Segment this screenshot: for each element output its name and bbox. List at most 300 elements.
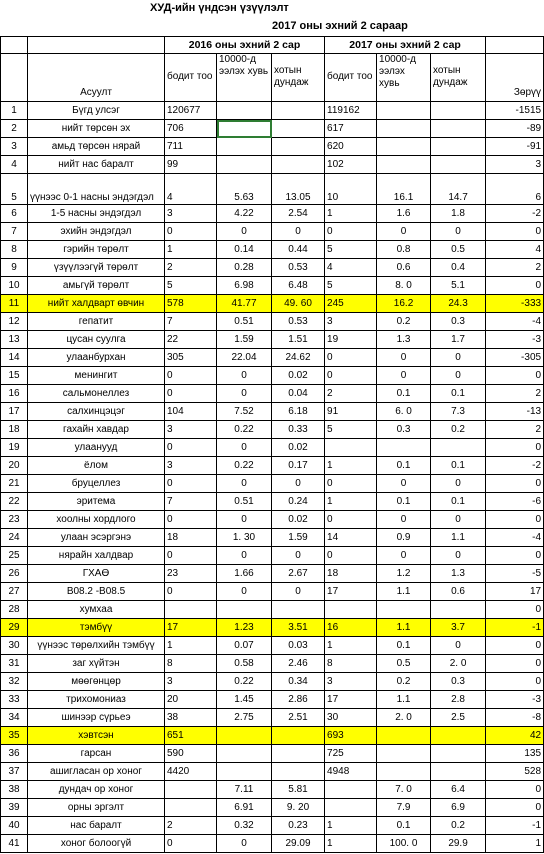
row-label[interactable]: гахайн хавдар	[28, 421, 165, 439]
cell-per10000-2017[interactable]: 1.1	[377, 691, 431, 709]
cell-bodit-2017[interactable]: 17	[325, 583, 377, 601]
row-label[interactable]: хоолны хордлого	[28, 511, 165, 529]
row-number[interactable]: 35	[1, 727, 28, 745]
cell-bodit-2017[interactable]: 4948	[325, 763, 377, 781]
cell-per10000-2016[interactable]: 7.11	[217, 781, 272, 799]
cell-khotyn-2017[interactable]: 0	[431, 223, 486, 241]
cell-khotyn-2017[interactable]: 2.5	[431, 709, 486, 727]
cell-bodit-2016[interactable]: 20	[165, 691, 217, 709]
cell-per10000-2017[interactable]	[377, 156, 431, 174]
cell-khotyn-2017[interactable]: 0	[431, 367, 486, 385]
row-number[interactable]: 7	[1, 223, 28, 241]
row-number[interactable]: 12	[1, 313, 28, 331]
cell-bodit-2016[interactable]: 2	[165, 817, 217, 835]
cell-bodit-2017[interactable]: 725	[325, 745, 377, 763]
row-label[interactable]: дундач ор хоног	[28, 781, 165, 799]
cell-bodit-2016[interactable]: 104	[165, 403, 217, 421]
cell-khotyn-2017[interactable]: 0.1	[431, 457, 486, 475]
cell-bodit-2016[interactable]: 578	[165, 295, 217, 313]
cell-zoruu[interactable]: -1	[486, 619, 544, 637]
cell-per10000-2016[interactable]: 0.51	[217, 313, 272, 331]
cell-per10000-2016[interactable]: 0	[217, 475, 272, 493]
cell-bodit-2016[interactable]: 5	[165, 277, 217, 295]
cell-zoruu[interactable]: -8	[486, 709, 544, 727]
cell-zoruu[interactable]: 42	[486, 727, 544, 745]
cell-bodit-2016[interactable]: 0	[165, 367, 217, 385]
cell-khotyn-2017[interactable]: 0.2	[431, 421, 486, 439]
row-number[interactable]: 6	[1, 205, 28, 223]
cell-per10000-2017[interactable]: 2. 0	[377, 709, 431, 727]
cell-bodit-2016[interactable]: 99	[165, 156, 217, 174]
cell[interactable]	[1, 37, 28, 54]
cell-zoruu[interactable]: -6	[486, 493, 544, 511]
cell-bodit-2017[interactable]: 0	[325, 223, 377, 241]
cell-zoruu[interactable]: -333	[486, 295, 544, 313]
row-number[interactable]: 22	[1, 493, 28, 511]
cell-zoruu[interactable]: -3	[486, 691, 544, 709]
cell-khotyn-2016[interactable]	[272, 763, 325, 781]
row-number[interactable]: 28	[1, 601, 28, 619]
cell-khotyn-2016[interactable]: 0.53	[272, 259, 325, 277]
cell-zoruu[interactable]: 1	[486, 835, 544, 853]
cell-khotyn-2016[interactable]: 5.81	[272, 781, 325, 799]
header-bodit-2017[interactable]: бодит тоо	[325, 54, 377, 102]
cell-bodit-2016[interactable]: 4420	[165, 763, 217, 781]
row-number[interactable]: 9	[1, 259, 28, 277]
row-number[interactable]: 27	[1, 583, 28, 601]
row-label[interactable]: трихомониаз	[28, 691, 165, 709]
cell-bodit-2016[interactable]: 1	[165, 241, 217, 259]
cell-per10000-2017[interactable]: 0.1	[377, 493, 431, 511]
cell-per10000-2016[interactable]: 0	[217, 439, 272, 457]
cell-bodit-2016[interactable]: 4	[165, 174, 217, 205]
cell-per10000-2017[interactable]	[377, 138, 431, 156]
header-khotyn-2016[interactable]: хотын дундаж	[272, 54, 325, 102]
row-label[interactable]: хоног болоогүй	[28, 835, 165, 853]
header-group-2017[interactable]: 2017 оны эхний 2 сар	[325, 37, 486, 54]
cell-khotyn-2016[interactable]: 0.44	[272, 241, 325, 259]
cell-per10000-2016[interactable]	[217, 727, 272, 745]
cell-bodit-2017[interactable]: 4	[325, 259, 377, 277]
cell-per10000-2017[interactable]: 0.2	[377, 673, 431, 691]
cell-bodit-2016[interactable]: 0	[165, 223, 217, 241]
cell-bodit-2017[interactable]: 0	[325, 511, 377, 529]
cell-per10000-2016[interactable]: 1.45	[217, 691, 272, 709]
cell-zoruu[interactable]: 2	[486, 259, 544, 277]
cell-per10000-2016[interactable]: 6.91	[217, 799, 272, 817]
cell-khotyn-2016[interactable]: 13.05	[272, 174, 325, 205]
row-number[interactable]: 13	[1, 331, 28, 349]
cell-per10000-2016[interactable]	[217, 120, 272, 138]
cell-bodit-2016[interactable]: 1	[165, 637, 217, 655]
cell-khotyn-2016[interactable]: 0.33	[272, 421, 325, 439]
cell-khotyn-2016[interactable]: 1.51	[272, 331, 325, 349]
cell-bodit-2017[interactable]: 1	[325, 457, 377, 475]
cell-per10000-2017[interactable]	[377, 727, 431, 745]
cell-khotyn-2017[interactable]: 5.1	[431, 277, 486, 295]
cell-bodit-2016[interactable]: 3	[165, 457, 217, 475]
cell-zoruu[interactable]: 17	[486, 583, 544, 601]
cell-bodit-2017[interactable]: 693	[325, 727, 377, 745]
cell-zoruu[interactable]: -4	[486, 313, 544, 331]
cell-per10000-2017[interactable]	[377, 763, 431, 781]
cell-per10000-2017[interactable]: 0.1	[377, 817, 431, 835]
cell-khotyn-2016[interactable]: 49. 60	[272, 295, 325, 313]
cell-per10000-2017[interactable]	[377, 601, 431, 619]
cell-khotyn-2016[interactable]	[272, 120, 325, 138]
cell-bodit-2017[interactable]: 0	[325, 475, 377, 493]
cell-khotyn-2016[interactable]: 9. 20	[272, 799, 325, 817]
cell-zoruu[interactable]: 0	[486, 475, 544, 493]
cell-per10000-2016[interactable]: 0	[217, 367, 272, 385]
row-label[interactable]: ашигласан ор хоног	[28, 763, 165, 781]
cell-bodit-2016[interactable]: 0	[165, 439, 217, 457]
cell-bodit-2016[interactable]: 706	[165, 120, 217, 138]
cell-khotyn-2017[interactable]: 0	[431, 475, 486, 493]
cell-per10000-2017[interactable]: 0.1	[377, 385, 431, 403]
cell-bodit-2017[interactable]	[325, 439, 377, 457]
row-number[interactable]: 39	[1, 799, 28, 817]
cell-per10000-2016[interactable]: 0.28	[217, 259, 272, 277]
cell-khotyn-2017[interactable]: 2.8	[431, 691, 486, 709]
cell-khotyn-2017[interactable]: 1.7	[431, 331, 486, 349]
header-per10000-2017[interactable]: 10000-д ээлэх хувь	[377, 54, 431, 102]
cell-bodit-2016[interactable]: 0	[165, 835, 217, 853]
cell-per10000-2017[interactable]: 0	[377, 547, 431, 565]
row-number[interactable]: 40	[1, 817, 28, 835]
cell-bodit-2017[interactable]: 91	[325, 403, 377, 421]
header-zoruu[interactable]: Зөрүү	[486, 54, 544, 102]
cell-per10000-2016[interactable]: 0	[217, 223, 272, 241]
cell-khotyn-2016[interactable]: 0.24	[272, 493, 325, 511]
row-number[interactable]: 33	[1, 691, 28, 709]
cell-zoruu[interactable]: 0	[486, 799, 544, 817]
row-number[interactable]: 36	[1, 745, 28, 763]
row-label[interactable]: амьд төрсөн нярай	[28, 138, 165, 156]
cell-khotyn-2016[interactable]: 29.09	[272, 835, 325, 853]
cell-khotyn-2017[interactable]: 0	[431, 547, 486, 565]
row-number[interactable]: 24	[1, 529, 28, 547]
cell-per10000-2016[interactable]: 1. 30	[217, 529, 272, 547]
cell-per10000-2017[interactable]: 1.2	[377, 565, 431, 583]
cell-bodit-2017[interactable]: 19	[325, 331, 377, 349]
cell-per10000-2017[interactable]: 0	[377, 349, 431, 367]
row-number[interactable]: 25	[1, 547, 28, 565]
cell-per10000-2016[interactable]: 0	[217, 385, 272, 403]
cell-bodit-2017[interactable]: 0	[325, 547, 377, 565]
cell-bodit-2017[interactable]: 18	[325, 565, 377, 583]
cell-per10000-2016[interactable]: 4.22	[217, 205, 272, 223]
cell-bodit-2017[interactable]: 617	[325, 120, 377, 138]
cell-zoruu[interactable]: 2	[486, 385, 544, 403]
cell-khotyn-2016[interactable]: 0.02	[272, 367, 325, 385]
cell-per10000-2016[interactable]	[217, 138, 272, 156]
cell-bodit-2016[interactable]: 7	[165, 313, 217, 331]
cell-bodit-2017[interactable]: 3	[325, 313, 377, 331]
row-number[interactable]: 14	[1, 349, 28, 367]
cell-khotyn-2017[interactable]: 0.6	[431, 583, 486, 601]
cell-bodit-2017[interactable]: 3	[325, 673, 377, 691]
cell-zoruu[interactable]: -1515	[486, 102, 544, 120]
cell-per10000-2016[interactable]: 0	[217, 511, 272, 529]
cell-khotyn-2016[interactable]: 6.48	[272, 277, 325, 295]
cell-bodit-2017[interactable]	[325, 781, 377, 799]
cell-khotyn-2017[interactable]: 2. 0	[431, 655, 486, 673]
cell-per10000-2017[interactable]: 0.9	[377, 529, 431, 547]
cell-per10000-2016[interactable]: 0.07	[217, 637, 272, 655]
cell-khotyn-2017[interactable]: 0.3	[431, 313, 486, 331]
cell-bodit-2017[interactable]: 620	[325, 138, 377, 156]
cell-bodit-2017[interactable]: 1	[325, 493, 377, 511]
cell-bodit-2017[interactable]: 5	[325, 241, 377, 259]
cell-per10000-2017[interactable]: 0.1	[377, 457, 431, 475]
cell-per10000-2016[interactable]: 1.59	[217, 331, 272, 349]
cell-khotyn-2017[interactable]	[431, 745, 486, 763]
cell-zoruu[interactable]: 0	[486, 637, 544, 655]
cell-khotyn-2016[interactable]: 0.53	[272, 313, 325, 331]
cell-per10000-2016[interactable]: 41.77	[217, 295, 272, 313]
cell-per10000-2017[interactable]: 1.3	[377, 331, 431, 349]
row-label[interactable]: нийт төрсөн эх	[28, 120, 165, 138]
row-label[interactable]: ёлом	[28, 457, 165, 475]
cell-khotyn-2017[interactable]: 6.9	[431, 799, 486, 817]
cell-per10000-2017[interactable]: 0	[377, 511, 431, 529]
cell-khotyn-2017[interactable]	[431, 138, 486, 156]
cell-bodit-2016[interactable]: 17	[165, 619, 217, 637]
row-number[interactable]: 4	[1, 156, 28, 174]
cell-bodit-2017[interactable]: 1	[325, 637, 377, 655]
row-label[interactable]: нийт халдварт өвчин	[28, 295, 165, 313]
cell-khotyn-2017[interactable]: 6.4	[431, 781, 486, 799]
header-khotyn-2017[interactable]: хотын дундаж	[431, 54, 486, 102]
cell-zoruu[interactable]: -2	[486, 205, 544, 223]
row-number[interactable]: 5	[1, 174, 28, 205]
row-number[interactable]: 18	[1, 421, 28, 439]
cell-bodit-2016[interactable]: 7	[165, 493, 217, 511]
row-label[interactable]: эритема	[28, 493, 165, 511]
row-number[interactable]: 15	[1, 367, 28, 385]
cell-khotyn-2016[interactable]: 0	[272, 223, 325, 241]
cell-bodit-2016[interactable]: 0	[165, 385, 217, 403]
row-label[interactable]: сальмонеллез	[28, 385, 165, 403]
cell-khotyn-2017[interactable]: 7.3	[431, 403, 486, 421]
cell-zoruu[interactable]: -2	[486, 457, 544, 475]
header-bodit-2016[interactable]: бодит тоо	[165, 54, 217, 102]
row-label[interactable]: үүнээс төрөлхийн тэмбүү	[28, 637, 165, 655]
row-label[interactable]: хумхаа	[28, 601, 165, 619]
cell-zoruu[interactable]: 0	[486, 277, 544, 295]
cell-bodit-2016[interactable]	[165, 781, 217, 799]
row-label[interactable]: цусан суулга	[28, 331, 165, 349]
cell-zoruu[interactable]: 0	[486, 367, 544, 385]
cell-khotyn-2017[interactable]: 14.7	[431, 174, 486, 205]
cell-khotyn-2017[interactable]: 0	[431, 349, 486, 367]
cell-per10000-2017[interactable]: 0.8	[377, 241, 431, 259]
cell-khotyn-2016[interactable]	[272, 601, 325, 619]
cell-bodit-2017[interactable]	[325, 799, 377, 817]
cell-bodit-2016[interactable]: 0	[165, 475, 217, 493]
cell-khotyn-2017[interactable]: 29.9	[431, 835, 486, 853]
cell-per10000-2017[interactable]: 0.5	[377, 655, 431, 673]
cell-khotyn-2016[interactable]: 0.23	[272, 817, 325, 835]
row-number[interactable]: 3	[1, 138, 28, 156]
row-number[interactable]: 37	[1, 763, 28, 781]
cell-khotyn-2016[interactable]: 0.03	[272, 637, 325, 655]
cell-per10000-2017[interactable]: 6. 0	[377, 403, 431, 421]
cell-bodit-2016[interactable]: 38	[165, 709, 217, 727]
cell-zoruu[interactable]: 0	[486, 223, 544, 241]
row-label[interactable]: В08.2 -В08.5	[28, 583, 165, 601]
row-label[interactable]: Бүгд улсэг	[28, 102, 165, 120]
row-label[interactable]: ГХАӨ	[28, 565, 165, 583]
cell-khotyn-2016[interactable]	[272, 727, 325, 745]
cell-bodit-2016[interactable]: 23	[165, 565, 217, 583]
cell-khotyn-2017[interactable]: 0.3	[431, 673, 486, 691]
cell-khotyn-2016[interactable]: 0	[272, 475, 325, 493]
cell-bodit-2017[interactable]: 102	[325, 156, 377, 174]
cell-khotyn-2017[interactable]	[431, 763, 486, 781]
cell-per10000-2017[interactable]: 1.1	[377, 619, 431, 637]
row-label[interactable]: амьгүй төрөлт	[28, 277, 165, 295]
cell-bodit-2016[interactable]: 8	[165, 655, 217, 673]
row-number[interactable]: 21	[1, 475, 28, 493]
cell-bodit-2017[interactable]: 1	[325, 835, 377, 853]
row-number[interactable]: 34	[1, 709, 28, 727]
cell-zoruu[interactable]: 0	[486, 547, 544, 565]
cell-khotyn-2016[interactable]	[272, 156, 325, 174]
cell-zoruu[interactable]: -4	[486, 529, 544, 547]
cell-per10000-2017[interactable]: 0.3	[377, 421, 431, 439]
cell-khotyn-2016[interactable]: 3.51	[272, 619, 325, 637]
cell-bodit-2017[interactable]: 30	[325, 709, 377, 727]
row-number[interactable]: 17	[1, 403, 28, 421]
cell-per10000-2016[interactable]: 0	[217, 583, 272, 601]
cell-khotyn-2016[interactable]: 0.17	[272, 457, 325, 475]
cell-bodit-2016[interactable]: 0	[165, 583, 217, 601]
cell-bodit-2016[interactable]: 0	[165, 547, 217, 565]
row-label[interactable]: нас баралт	[28, 817, 165, 835]
cell-khotyn-2016[interactable]: 0.04	[272, 385, 325, 403]
cell-per10000-2016[interactable]	[217, 156, 272, 174]
cell-per10000-2016[interactable]: 0.14	[217, 241, 272, 259]
cell-per10000-2016[interactable]: 5.63	[217, 174, 272, 205]
row-label[interactable]: улаан эсэргэнэ	[28, 529, 165, 547]
row-label[interactable]: орны эргэлт	[28, 799, 165, 817]
row-label[interactable]: үзүүлээгүй төрөлт	[28, 259, 165, 277]
cell-bodit-2017[interactable]: 0	[325, 367, 377, 385]
row-label[interactable]: салхинцэцэг	[28, 403, 165, 421]
cell-zoruu[interactable]: 3	[486, 156, 544, 174]
cell-per10000-2016[interactable]: 0	[217, 547, 272, 565]
row-label[interactable]: үүнээс 0-1 насны эндэгдэл	[28, 174, 165, 205]
cell-khotyn-2016[interactable]: 0.34	[272, 673, 325, 691]
row-label[interactable]: нярайн халдвар	[28, 547, 165, 565]
cell-khotyn-2017[interactable]: 0.1	[431, 385, 486, 403]
cell-zoruu[interactable]: 2	[486, 421, 544, 439]
cell-per10000-2016[interactable]: 0.22	[217, 673, 272, 691]
cell-bodit-2016[interactable]: 0	[165, 511, 217, 529]
cell-bodit-2016[interactable]: 2	[165, 259, 217, 277]
cell-bodit-2016[interactable]: 711	[165, 138, 217, 156]
cell-khotyn-2017[interactable]: 0	[431, 511, 486, 529]
row-label[interactable]: мөөгөнцөр	[28, 673, 165, 691]
cell-per10000-2016[interactable]: 0.58	[217, 655, 272, 673]
cell-bodit-2017[interactable]: 0	[325, 349, 377, 367]
cell-per10000-2017[interactable]: 0.6	[377, 259, 431, 277]
cell-per10000-2017[interactable]	[377, 120, 431, 138]
row-number[interactable]: 31	[1, 655, 28, 673]
row-label[interactable]: улаанууд	[28, 439, 165, 457]
header-per10000-2016[interactable]: 10000-д ээлэх хувь	[217, 54, 272, 102]
cell-zoruu[interactable]: 0	[486, 673, 544, 691]
cell-zoruu[interactable]: 6	[486, 174, 544, 205]
cell-bodit-2017[interactable]: 245	[325, 295, 377, 313]
cell-khotyn-2017[interactable]	[431, 102, 486, 120]
cell-per10000-2016[interactable]	[217, 102, 272, 120]
cell-khotyn-2016[interactable]: 0	[272, 547, 325, 565]
cell-zoruu[interactable]: -5	[486, 565, 544, 583]
header-group-2016[interactable]: 2016 оны эхний 2 сар	[165, 37, 325, 54]
row-number[interactable]: 2	[1, 120, 28, 138]
cell-per10000-2017[interactable]: 16.1	[377, 174, 431, 205]
cell-zoruu[interactable]: 4	[486, 241, 544, 259]
row-label[interactable]: шинээр сүрьеэ	[28, 709, 165, 727]
cell-per10000-2016[interactable]	[217, 745, 272, 763]
row-label[interactable]: 1-5 насны эндэгдэл	[28, 205, 165, 223]
cell-zoruu[interactable]: 0	[486, 601, 544, 619]
cell-per10000-2016[interactable]: 0.22	[217, 457, 272, 475]
row-label[interactable]: бруцеллез	[28, 475, 165, 493]
cell-per10000-2017[interactable]: 7. 0	[377, 781, 431, 799]
cell-bodit-2017[interactable]: 1	[325, 817, 377, 835]
cell-khotyn-2016[interactable]: 1.59	[272, 529, 325, 547]
row-number[interactable]: 29	[1, 619, 28, 637]
cell-khotyn-2017[interactable]	[431, 439, 486, 457]
cell-khotyn-2017[interactable]: 0.1	[431, 493, 486, 511]
row-number[interactable]: 8	[1, 241, 28, 259]
cell-bodit-2016[interactable]: 3	[165, 205, 217, 223]
cell-bodit-2017[interactable]: 1	[325, 205, 377, 223]
cell-zoruu[interactable]: 0	[486, 511, 544, 529]
row-number[interactable]: 19	[1, 439, 28, 457]
row-number[interactable]: 32	[1, 673, 28, 691]
row-label[interactable]: менингит	[28, 367, 165, 385]
cell-per10000-2017[interactable]: 1.6	[377, 205, 431, 223]
cell-khotyn-2016[interactable]: 6.18	[272, 403, 325, 421]
cell-khotyn-2016[interactable]: 0.02	[272, 511, 325, 529]
cell-khotyn-2017[interactable]	[431, 601, 486, 619]
cell-khotyn-2016[interactable]: 2.51	[272, 709, 325, 727]
cell-bodit-2016[interactable]: 18	[165, 529, 217, 547]
cell-khotyn-2016[interactable]: 2.86	[272, 691, 325, 709]
cell-per10000-2016[interactable]: 0.32	[217, 817, 272, 835]
cell-per10000-2016[interactable]: 0.22	[217, 421, 272, 439]
cell-bodit-2016[interactable]	[165, 799, 217, 817]
row-label[interactable]: гарсан	[28, 745, 165, 763]
cell-per10000-2016[interactable]	[217, 601, 272, 619]
row-label[interactable]: заг хүйтэн	[28, 655, 165, 673]
cell-per10000-2016[interactable]: 7.52	[217, 403, 272, 421]
cell-per10000-2017[interactable]: 0	[377, 223, 431, 241]
cell-khotyn-2016[interactable]: 2.46	[272, 655, 325, 673]
cell-khotyn-2016[interactable]: 2.54	[272, 205, 325, 223]
cell-zoruu[interactable]: 528	[486, 763, 544, 781]
cell-per10000-2017[interactable]: 1.1	[377, 583, 431, 601]
cell-zoruu[interactable]: -305	[486, 349, 544, 367]
row-label[interactable]: нийт нас баралт	[28, 156, 165, 174]
row-number[interactable]: 23	[1, 511, 28, 529]
row-number[interactable]: 10	[1, 277, 28, 295]
